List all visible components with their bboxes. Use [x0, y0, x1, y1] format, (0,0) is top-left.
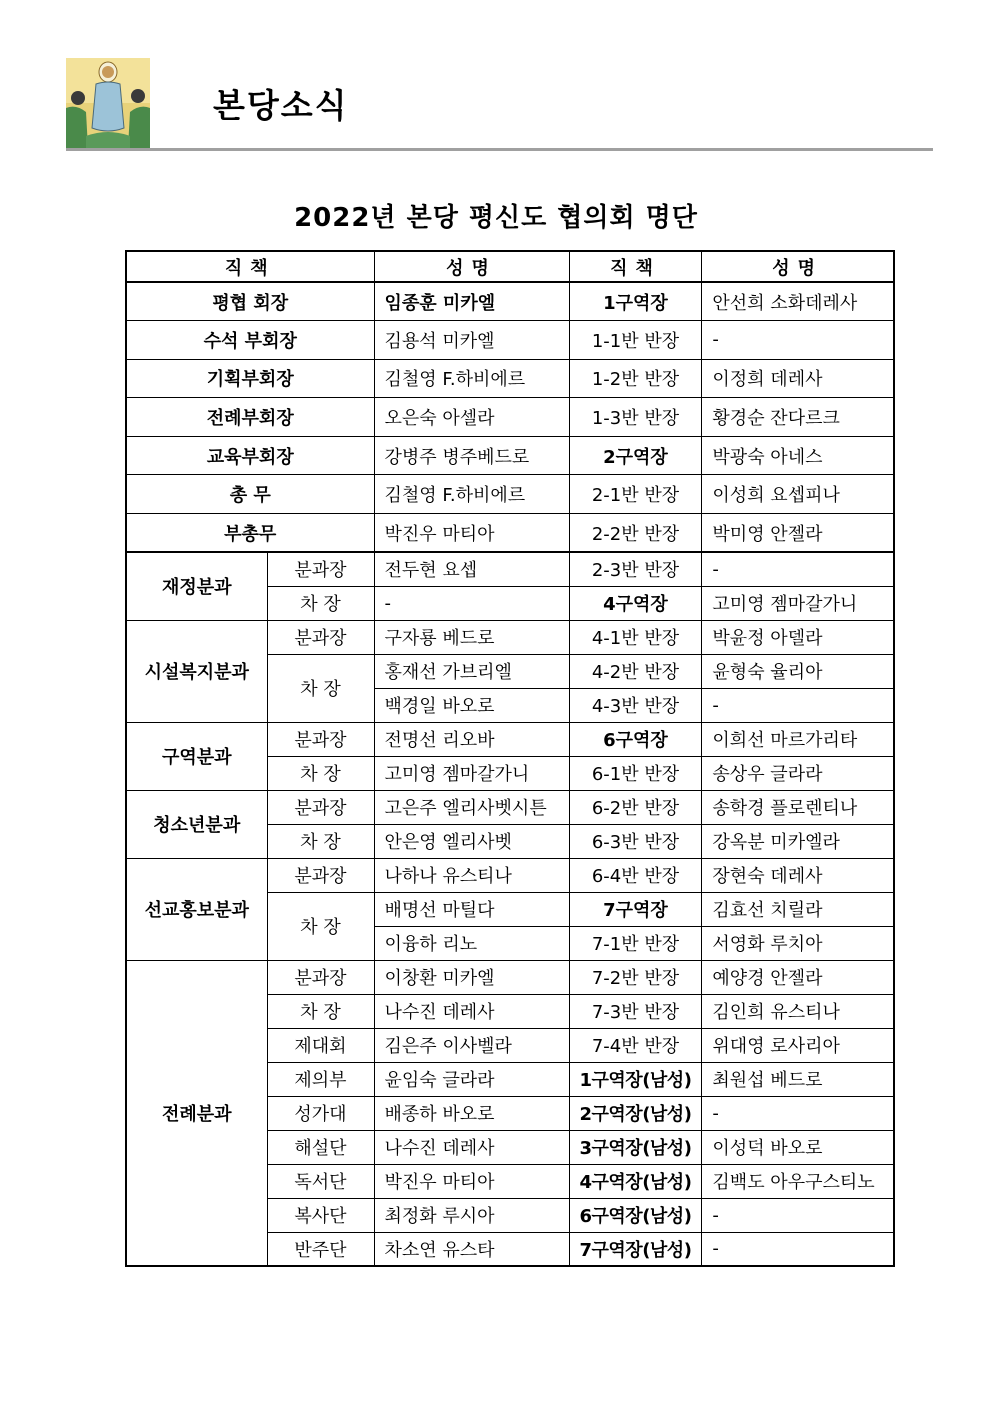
district-role: 7-2반 반장 [569, 960, 702, 994]
header-position-right: 직책 [569, 251, 702, 282]
district-role: 3구역장(남성) [569, 1130, 702, 1164]
officer-role: 기획부회장 [126, 359, 374, 398]
department-name: 청소년분과 [126, 790, 267, 858]
department-name: 재정분과 [126, 552, 267, 620]
header-name: 성명 [374, 251, 569, 282]
district-role: 6-3반 반장 [569, 824, 702, 858]
department-member-name: 구자룡 베드로 [374, 620, 569, 654]
header-name-right: 성명 [702, 251, 894, 282]
department-sub-role: 독서단 [267, 1164, 374, 1198]
department-sub-role: 복사단 [267, 1198, 374, 1232]
district-name: 윤형숙 율리아 [702, 654, 894, 688]
district-role: 4구역장 [569, 586, 702, 620]
district-name: 고미영 젬마갈가니 [702, 586, 894, 620]
department-sub-role: 반주단 [267, 1232, 374, 1266]
officer-role: 전례부회장 [126, 398, 374, 437]
district-name: 김효선 치릴라 [702, 892, 894, 926]
table-row [126, 722, 894, 756]
district-role: 4구역장(남성) [569, 1164, 702, 1198]
table-row [126, 475, 894, 514]
officer-name: 임종훈 미카엘 [374, 282, 569, 321]
district-name: 최원섭 베드로 [702, 1062, 894, 1096]
district-role: 4-3반 반장 [569, 688, 702, 722]
department-name: 시설복지분과 [126, 620, 267, 722]
department-member-name: 배명선 마틸다 [374, 892, 569, 926]
table-row [126, 282, 894, 321]
department-sub-role: 차 장 [267, 824, 374, 858]
officer-role: 수석 부회장 [126, 321, 374, 360]
officer-role: 교육부회장 [126, 436, 374, 475]
department-member-name: - [374, 586, 569, 620]
district-name: 예양경 안젤라 [702, 960, 894, 994]
officer-name: 강병주 병주베드로 [374, 436, 569, 475]
district-name: 김백도 아우구스티노 [702, 1164, 894, 1198]
department-member-name: 배종하 바오로 [374, 1096, 569, 1130]
department-member-name: 이융하 리노 [374, 926, 569, 960]
department-sub-role: 차 장 [267, 654, 374, 722]
district-role: 4-1반 반장 [569, 620, 702, 654]
district-role: 7구역장(남성) [569, 1232, 702, 1266]
officer-role: 평협 회장 [126, 282, 374, 321]
district-name: - [702, 1198, 894, 1232]
district-role: 6-2반 반장 [569, 790, 702, 824]
district-name: 송상우 글라라 [702, 756, 894, 790]
district-name: 박윤정 아델라 [702, 620, 894, 654]
district-name: 박미영 안젤라 [702, 514, 894, 553]
district-role: 1구역장(남성) [569, 1062, 702, 1096]
department-member-name: 백경일 바오로 [374, 688, 569, 722]
district-role: 2-2반 반장 [569, 514, 702, 553]
table-row [126, 790, 894, 824]
district-role: 6-1반 반장 [569, 756, 702, 790]
district-role: 6구역장(남성) [569, 1198, 702, 1232]
district-role: 7-3반 반장 [569, 994, 702, 1028]
district-role: 6-4반 반장 [569, 858, 702, 892]
district-role: 2-3반 반장 [569, 552, 702, 586]
table-row [126, 321, 894, 360]
department-sub-role: 분과장 [267, 858, 374, 892]
district-name: 이희선 마르가리타 [702, 722, 894, 756]
district-name: 위대영 로사리아 [702, 1028, 894, 1062]
document-title: 2022년 본당 평신도 협의회 명단 [294, 203, 698, 233]
department-member-name: 나수진 데레사 [374, 1130, 569, 1164]
district-name: - [702, 321, 894, 360]
district-name: - [702, 552, 894, 586]
department-member-name: 전두현 요셉 [374, 552, 569, 586]
district-role: 7구역장 [569, 892, 702, 926]
department-member-name: 전명선 리오바 [374, 722, 569, 756]
district-role: 7-4반 반장 [569, 1028, 702, 1062]
district-name: 이성덕 바오로 [702, 1130, 894, 1164]
department-sub-role: 차 장 [267, 892, 374, 960]
officer-name: 박진우 마티아 [374, 514, 569, 553]
department-sub-role: 성가대 [267, 1096, 374, 1130]
district-name: 이성희 요셉피나 [702, 475, 894, 514]
district-role: 1-3반 반장 [569, 398, 702, 437]
district-name: 서영화 루치아 [702, 926, 894, 960]
department-member-name: 김은주 이사벨라 [374, 1028, 569, 1062]
officer-name: 오은숙 아셀라 [374, 398, 569, 437]
department-member-name: 나하나 유스티나 [374, 858, 569, 892]
department-name: 선교홍보분과 [126, 858, 267, 960]
officer-name: 김철영 F.하비에르 [374, 359, 569, 398]
table-row [126, 359, 894, 398]
district-role: 1-2반 반장 [569, 359, 702, 398]
district-name: - [702, 1232, 894, 1266]
department-sub-role: 차 장 [267, 586, 374, 620]
department-sub-role: 분과장 [267, 960, 374, 994]
district-role: 2구역장 [569, 436, 702, 475]
table-row [126, 398, 894, 437]
department-member-name: 홍재선 가브리엘 [374, 654, 569, 688]
department-member-name: 차소연 유스타 [374, 1232, 569, 1266]
table-row [126, 514, 894, 553]
department-sub-role: 제의부 [267, 1062, 374, 1096]
district-role: 4-2반 반장 [569, 654, 702, 688]
department-sub-role: 분과장 [267, 790, 374, 824]
district-name: 송학경 플로렌티나 [702, 790, 894, 824]
table-header-row [126, 251, 894, 282]
department-member-name: 박진우 마티아 [374, 1164, 569, 1198]
district-name: 안선희 소화데레사 [702, 282, 894, 321]
department-name: 구역분과 [126, 722, 267, 790]
district-name: - [702, 1096, 894, 1130]
department-sub-role: 해설단 [267, 1130, 374, 1164]
district-role: 1구역장 [569, 282, 702, 321]
district-role: 2-1반 반장 [569, 475, 702, 514]
department-sub-role: 분과장 [267, 620, 374, 654]
district-name: 박광숙 아네스 [702, 436, 894, 475]
header-position: 직책 [126, 251, 374, 282]
department-member-name: 고은주 엘리사벳시튼 [374, 790, 569, 824]
department-member-name: 고미영 젬마갈가니 [374, 756, 569, 790]
department-member-name: 최정화 루시아 [374, 1198, 569, 1232]
district-name: 장현숙 데레사 [702, 858, 894, 892]
officer-role: 총 무 [126, 475, 374, 514]
table-row [126, 960, 894, 994]
table-row [126, 552, 894, 586]
district-role: 2구역장(남성) [569, 1096, 702, 1130]
officer-role: 부총무 [126, 514, 374, 553]
department-member-name: 나수진 데레사 [374, 994, 569, 1028]
district-role: 7-1반 반장 [569, 926, 702, 960]
department-member-name: 이창환 미카엘 [374, 960, 569, 994]
district-name: 강옥분 미카엘라 [702, 824, 894, 858]
department-member-name: 윤임숙 글라라 [374, 1062, 569, 1096]
officer-name: 김용석 미카엘 [374, 321, 569, 360]
officer-name: 김철영 F.하비에르 [374, 475, 569, 514]
department-member-name: 안은영 엘리사벳 [374, 824, 569, 858]
department-sub-role: 차 장 [267, 756, 374, 790]
header-rule [66, 148, 933, 151]
table-row [126, 436, 894, 475]
district-role: 6구역장 [569, 722, 702, 756]
council-roster-table [125, 250, 895, 1267]
department-name: 전례분과 [126, 960, 267, 1266]
district-role: 1-1반 반장 [569, 321, 702, 360]
department-sub-role: 분과장 [267, 722, 374, 756]
parish-logo [66, 58, 150, 148]
department-sub-role: 분과장 [267, 552, 374, 586]
table-row [126, 620, 894, 654]
district-name: 김인희 유스티나 [702, 994, 894, 1028]
district-name: - [702, 688, 894, 722]
district-name: 황경순 잔다르크 [702, 398, 894, 437]
department-sub-role: 제대회 [267, 1028, 374, 1062]
department-sub-role: 차 장 [267, 994, 374, 1028]
section-title: 본당소식 [213, 86, 349, 125]
district-name: 이정희 데레사 [702, 359, 894, 398]
table-row [126, 858, 894, 892]
